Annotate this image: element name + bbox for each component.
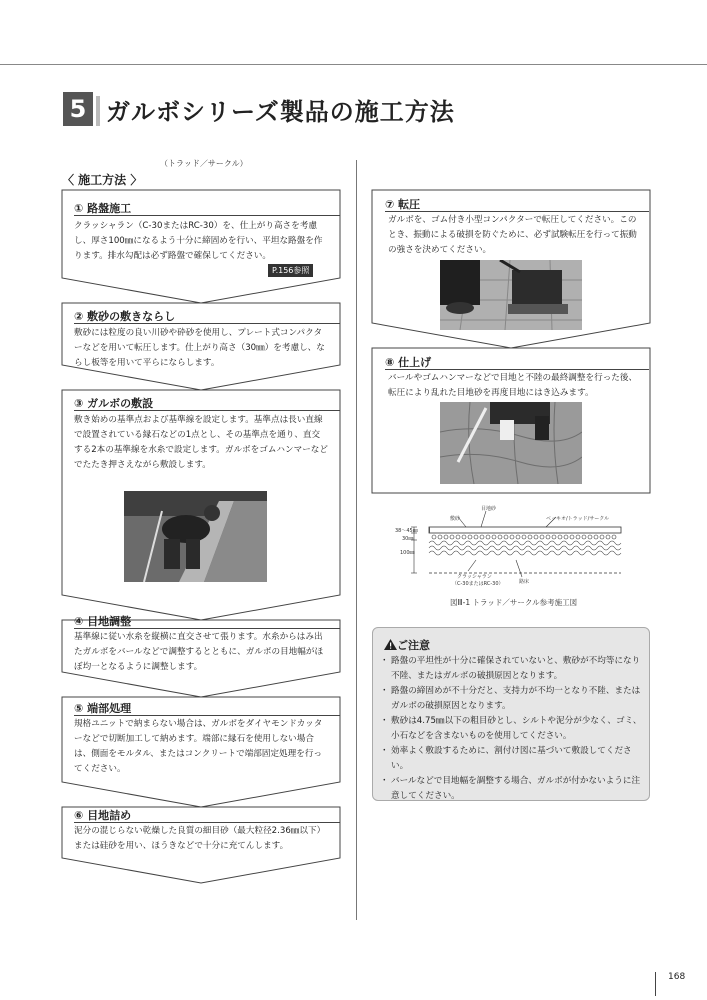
step-2-title-text: ② 敷砂の敷きならし bbox=[74, 310, 176, 323]
step-6-body: 泥分の混じらない乾燥した良質の細目砂（最大粒径2.36㎜以下）または硅砂を用い、ほうきなどで十分に充てんします。 bbox=[74, 826, 326, 851]
figure-label-base-2: （C-30またはRC-30） bbox=[452, 581, 504, 587]
step-5-title-text: ⑤ 端部処理 bbox=[74, 702, 132, 715]
step-7-photo bbox=[440, 260, 582, 330]
caution-title-text: ご注意 bbox=[397, 639, 430, 652]
step-1-title bbox=[74, 200, 131, 216]
caution-item: ・ 路盤の平坦性が十分に確保されていないと、敷砂が不均等になり不陸、またはガルボの破損原因となります。 bbox=[382, 654, 644, 684]
step-3-title-text: ③ ガルボの敷設 bbox=[74, 397, 154, 410]
step-3-body: 敷き始めの基準点および基準線を設定します。基準点は長い直線で設置されている縁石などの1点とし、その基準点を通り、直交する2本の基準線を水糸で設定します。ガルボをゴムハンマーなどでたたき押さえながら敷設します。 bbox=[74, 415, 328, 470]
step-8-title bbox=[385, 354, 431, 370]
figure-label-base-1: クラッシャラン bbox=[457, 574, 492, 580]
step-8-underline bbox=[385, 369, 649, 370]
figure-label-depth-30: 30㎜ bbox=[402, 536, 414, 542]
caution-title bbox=[384, 637, 430, 653]
step-7-underline bbox=[385, 211, 649, 212]
section-number: 5 bbox=[63, 92, 93, 126]
step-3-photo bbox=[124, 491, 267, 582]
step-2-underline bbox=[74, 323, 340, 324]
warning-icon bbox=[384, 639, 397, 650]
page-number-rule bbox=[655, 972, 656, 996]
page-number: 168 bbox=[668, 972, 686, 982]
method-heading: 〈 施工方法 〉 bbox=[62, 173, 143, 187]
step-7-body: ガルボを、ゴム付き小型コンパクターで転圧してください。このとき、振動による破損を防ぐために、必ず試験転圧を行って振動の強さを決めてください。 bbox=[388, 215, 637, 255]
figure-label-joint-sand: 目地砂 bbox=[481, 506, 497, 512]
step-4-title bbox=[74, 613, 131, 629]
page-reference-badge: P.156参照 bbox=[268, 264, 313, 277]
step-7-title bbox=[385, 196, 420, 212]
figure-label-subgrade: 路床 bbox=[519, 579, 530, 585]
step-4-title-text: ④ 目地調整 bbox=[74, 615, 132, 628]
step-6-title bbox=[74, 807, 131, 823]
figure-label-bedding-sand: 敷砂 bbox=[450, 516, 461, 522]
figure-caption: 図Ⅲ-1 トラッド／サークル参考施工図 bbox=[450, 598, 578, 607]
step-8-body: バールやゴムハンマーなどで目地と不陸の最終調整を行った後、転圧により乱れた目地砂を再度目地にはき込みます。 bbox=[388, 373, 638, 398]
product-subcaption: （トラッド／サークル） bbox=[160, 159, 248, 168]
step-3-underline bbox=[74, 410, 340, 411]
step-2-body: 敷砂には粒度の良い川砂や砕砂を使用し、プレート式コンパクターなどを用いて転圧します。仕上がり高さ（30㎜）を考慮し、ならし板等を用いて平らにならします。 bbox=[74, 328, 325, 368]
figure-label-depth-100: 100㎜ bbox=[400, 550, 415, 556]
step-5-underline bbox=[74, 715, 340, 716]
caution-item: ・ 路盤の締固めが不十分だと、支持力が不均一となり不陸、またはガルボの破損原因となります。 bbox=[382, 684, 644, 714]
step-1-underline bbox=[74, 215, 340, 216]
step-8-title-text: ⑧ 仕上げ bbox=[385, 356, 432, 369]
step-5-body: 規格ユニットで納まらない場合は、ガルボをダイヤモンドカッターなどで切断加工して納めます。端部に縁石を使用しない場合は、側面をモルタル、またはコンクリートで端部固定処理を行ってください。 bbox=[74, 719, 323, 774]
caution-item: ・ バールなどで目地幅を調整する場合、ガルボが付かないように注意してください。 bbox=[382, 774, 644, 804]
step-6-underline bbox=[74, 822, 340, 823]
figure-label-product: ベッキオ/トラッド/サークル bbox=[546, 516, 610, 522]
step-5-title bbox=[74, 700, 131, 716]
caution-item: ・ 効率よく敷設するために、割付け図に基づいて敷設してください。 bbox=[382, 744, 644, 774]
step-3-title bbox=[74, 395, 153, 411]
step-6-title-text: ⑥ 目地詰め bbox=[74, 809, 132, 822]
step-2-title bbox=[74, 308, 175, 324]
figure-label-depth-sand: 38〜45㎜ bbox=[395, 528, 418, 534]
step-7-title-text: ⑦ 転圧 bbox=[385, 198, 421, 211]
page-title: ガルボシリーズ製品の施工方法 bbox=[106, 98, 455, 126]
step-4-underline bbox=[74, 628, 340, 629]
caution-list bbox=[382, 654, 644, 804]
step-8-photo bbox=[440, 402, 582, 484]
step-4-body: 基準線に従い水糸を縦横に直交させて張ります。水糸からはみ出たガルボをバールなどで調整するとともに、ガルボの目地幅がほぼ均一となるように調整します。 bbox=[74, 632, 324, 672]
step-1-title-text: ① 路盤施工 bbox=[74, 202, 132, 215]
caution-item: ・ 敷砂は4.75㎜以下の粗目砂とし、シルトや泥分が少なく、ゴミ、小石などを含まないものを使用してください。 bbox=[382, 714, 644, 744]
step-1-body: クラッシャラン（C-30またはRC-30）を、仕上がり高さを考慮し、厚さ100㎜になるよう十分に締固めを行い、平坦な路盤を作ります。排水勾配は必ず路盤で確保してください。 bbox=[74, 221, 323, 261]
